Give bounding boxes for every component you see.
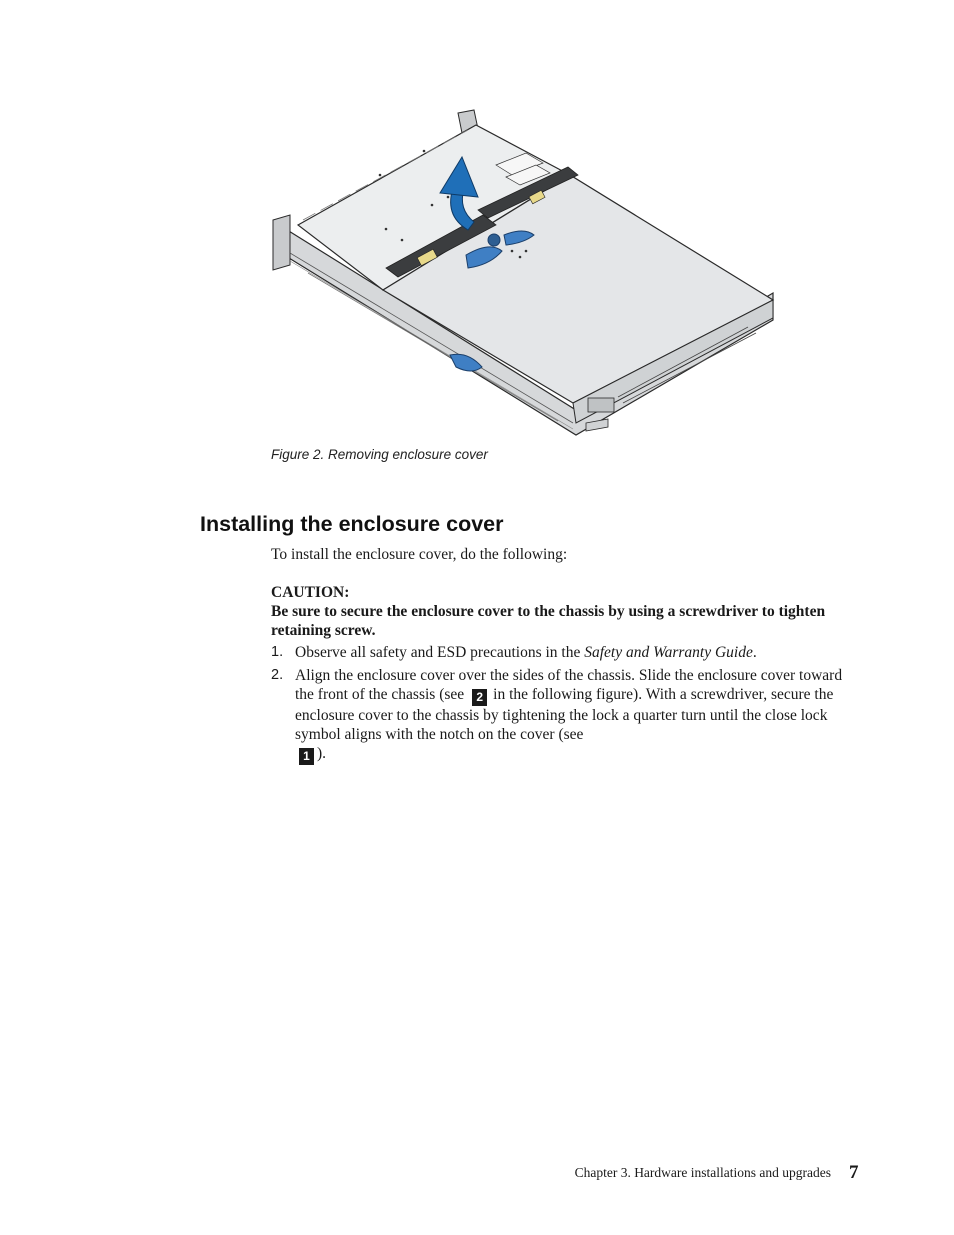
step-number: 2. (271, 667, 284, 683)
server-chassis-illustration (268, 105, 780, 440)
step-number: 1. (271, 644, 284, 660)
server-chassis-figure (268, 105, 780, 440)
step-item (271, 666, 856, 765)
step-text: ). (317, 745, 327, 762)
chapter-title: Chapter 3. Hardware installations and upgrades (574, 1165, 831, 1180)
figure-caption: Figure 2. Removing enclosure cover (271, 447, 488, 462)
step-text: . (752, 644, 757, 661)
intro-text: To install the enclosure cover, do the following: (271, 546, 568, 563)
page-footer (0, 1162, 954, 1184)
callout-badge: 1 (299, 748, 314, 765)
section-heading: Installing the enclosure cover (200, 512, 504, 536)
install-steps (271, 643, 856, 769)
step-text: Observe all safety and ESD precautions in the (295, 644, 585, 661)
caution-text: Be sure to secure the enclosure cover to the chassis by using a screwdriver to tighten retaining screw. (271, 603, 826, 639)
step-text: Align the enclosure cover over the sides of the chassis. Slide the enclosure cover toward the front of the chassis (see (295, 667, 843, 703)
step-item (271, 643, 856, 662)
callout-badge: 2 (472, 689, 487, 706)
step-text: in the following figure). With a screwdriver, secure the enclosure cover to the chassis by tightening the lock a quarter turn until the close lock symbol aligns with the notch on the cover (see (295, 686, 834, 743)
page-number: 7 (849, 1162, 859, 1183)
guide-title: Safety and Warranty Guide (584, 644, 753, 661)
caution-label: CAUTION: (271, 584, 350, 601)
